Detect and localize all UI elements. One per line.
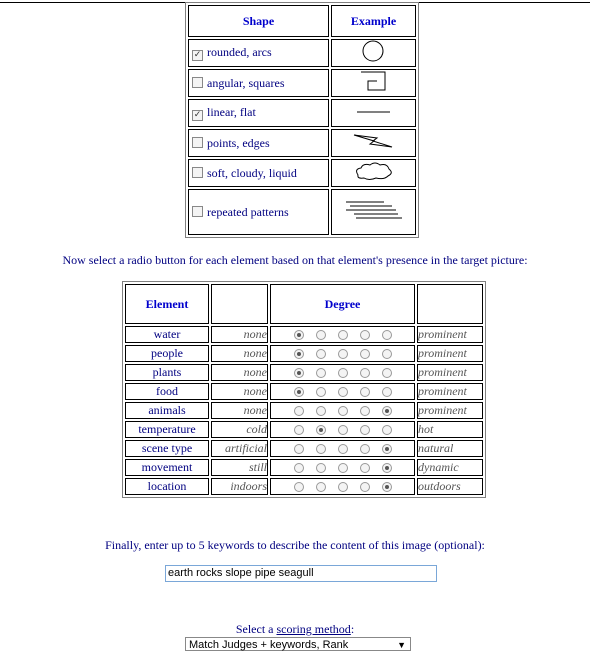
degree-radio-3[interactable] xyxy=(338,425,348,435)
radio-group xyxy=(270,459,415,476)
low-label: indoors xyxy=(211,478,268,495)
high-label: prominent xyxy=(417,364,483,381)
circle-icon xyxy=(331,39,416,67)
degree-radio-2[interactable] xyxy=(316,368,326,378)
element-label: movement xyxy=(125,459,209,476)
shape-label: linear, flat xyxy=(207,105,256,119)
degree-radio-1[interactable] xyxy=(294,444,304,454)
high-label: natural xyxy=(417,440,483,457)
degree-radio-5[interactable] xyxy=(382,425,392,435)
shape-option[interactable] xyxy=(188,99,329,127)
degree-radio-2[interactable] xyxy=(316,406,326,416)
shape-option[interactable] xyxy=(188,129,329,157)
shape-row xyxy=(188,189,416,235)
radio-group xyxy=(270,326,415,343)
element-label: animals xyxy=(125,402,209,419)
degree-row xyxy=(125,345,483,362)
shape-row xyxy=(188,69,416,97)
element-label: temperature xyxy=(125,421,209,438)
scoring-method-select[interactable] xyxy=(185,637,411,651)
low-label: cold xyxy=(211,421,268,438)
degree-row xyxy=(125,383,483,400)
low-label: none xyxy=(211,326,268,343)
degree-radio-3[interactable] xyxy=(338,406,348,416)
checkbox-points[interactable] xyxy=(192,137,203,148)
element-label: water xyxy=(125,326,209,343)
degree-radio-3[interactable] xyxy=(338,387,348,397)
shape-row xyxy=(188,129,416,157)
degree-radio-3[interactable] xyxy=(338,463,348,473)
shape-row xyxy=(188,159,416,187)
low-label: artificial xyxy=(211,440,268,457)
checkbox-linear[interactable]: ✓ xyxy=(193,110,202,120)
shape-label: angular, squares xyxy=(207,75,285,90)
shape-option[interactable] xyxy=(188,189,329,235)
degree-radio-5[interactable] xyxy=(382,482,392,492)
low-header xyxy=(211,284,268,324)
shape-header: Shape xyxy=(188,5,329,37)
radio-group xyxy=(270,402,415,419)
radio-group xyxy=(270,440,415,457)
degree-radio-5[interactable] xyxy=(382,368,392,378)
degree-radio-3[interactable] xyxy=(338,368,348,378)
degree-radio-5[interactable] xyxy=(382,463,392,473)
stripes-icon xyxy=(331,189,416,235)
checkbox-rounded[interactable]: ✓ xyxy=(193,50,202,60)
shape-label: rounded, arcs xyxy=(207,45,272,59)
high-label: prominent xyxy=(417,383,483,400)
checkbox-soft[interactable] xyxy=(192,167,203,178)
degree-radio-3[interactable] xyxy=(338,330,348,340)
degree-radio-2[interactable] xyxy=(316,349,326,359)
degree-row xyxy=(125,364,483,381)
checkbox-repeated[interactable] xyxy=(192,206,203,217)
keywords-input[interactable]: earth rocks slope pipe seagull xyxy=(165,565,437,582)
radio-group xyxy=(270,421,415,438)
radio-group xyxy=(270,383,415,400)
degree-radio-1[interactable] xyxy=(294,482,304,492)
square-icon xyxy=(331,69,416,97)
degree-radio-1[interactable] xyxy=(294,406,304,416)
degree-radio-2[interactable] xyxy=(316,444,326,454)
shape-label: repeated patterns xyxy=(207,204,289,219)
high-label: prominent xyxy=(417,326,483,343)
degree-radio-2[interactable] xyxy=(316,482,326,492)
degree-radio-5[interactable] xyxy=(382,330,392,340)
degree-radio-5[interactable] xyxy=(382,349,392,359)
scoring-label xyxy=(0,622,590,637)
degree-row xyxy=(125,440,483,457)
degree-instruction: Now select a radio button for each element based on that element's presence in the target picture: xyxy=(62,253,528,267)
shape-row xyxy=(188,39,416,67)
degree-radio-2[interactable] xyxy=(316,387,326,397)
scoring-suffix: : xyxy=(350,622,355,636)
low-label: still xyxy=(211,459,268,476)
element-label: location xyxy=(125,478,209,495)
low-label: none xyxy=(211,383,268,400)
degree-radio-5[interactable] xyxy=(382,444,392,454)
degree-row xyxy=(125,421,483,438)
dropdown-arrow-icon: ▼ xyxy=(397,640,406,650)
shape-option[interactable] xyxy=(188,69,329,97)
degree-radio-4[interactable] xyxy=(360,463,370,473)
degree-radio-4[interactable] xyxy=(360,444,370,454)
keywords-prompt: Finally, enter up to 5 keywords to describe the content of this image (optional): xyxy=(105,538,485,552)
radio-group xyxy=(270,478,415,495)
line-icon xyxy=(331,99,416,127)
high-label: hot xyxy=(417,421,483,438)
example-header: Example xyxy=(331,5,416,37)
degree-radio-5[interactable] xyxy=(382,387,392,397)
element-header: Element xyxy=(125,284,209,324)
high-header xyxy=(417,284,483,324)
low-label: none xyxy=(211,402,268,419)
degree-radio-1[interactable] xyxy=(294,330,304,340)
degree-radio-2[interactable] xyxy=(316,330,326,340)
degree-row xyxy=(125,478,483,495)
degree-radio-4[interactable] xyxy=(360,406,370,416)
scoring-prefix: Select a xyxy=(235,622,277,636)
degree-radio-4[interactable] xyxy=(360,330,370,340)
degree-radio-3[interactable] xyxy=(338,444,348,454)
degree-row xyxy=(125,402,483,419)
degree-header: Degree xyxy=(270,284,415,324)
degree-radio-1[interactable] xyxy=(294,368,304,378)
shape-option[interactable] xyxy=(188,159,329,187)
element-label: people xyxy=(125,345,209,362)
degree-radio-2[interactable] xyxy=(316,425,326,435)
high-label: outdoors xyxy=(417,478,483,495)
cloud-icon xyxy=(331,159,416,187)
degree-row xyxy=(125,459,483,476)
degree-radio-1[interactable] xyxy=(294,387,304,397)
degree-radio-4[interactable] xyxy=(360,387,370,397)
shape-row xyxy=(188,99,416,127)
high-label: prominent xyxy=(417,345,483,362)
degree-radio-4[interactable] xyxy=(360,368,370,378)
shape-label: soft, cloudy, liquid xyxy=(207,165,297,180)
degree-radio-1[interactable] xyxy=(294,463,304,473)
shape-option[interactable] xyxy=(188,39,329,67)
high-label: dynamic xyxy=(417,459,483,476)
degree-radio-4[interactable] xyxy=(360,482,370,492)
lightning-icon xyxy=(331,129,416,157)
scoring-method-link[interactable]: scoring method xyxy=(276,622,351,636)
degree-radio-2[interactable] xyxy=(316,463,326,473)
element-label: scene type xyxy=(125,440,209,457)
degree-radio-1[interactable] xyxy=(294,349,304,359)
degree-radio-3[interactable] xyxy=(338,482,348,492)
checkbox-angular[interactable] xyxy=(192,77,203,88)
degree-radio-1[interactable] xyxy=(294,425,304,435)
low-label: none xyxy=(211,345,268,362)
degree-radio-5[interactable] xyxy=(382,406,392,416)
element-label: plants xyxy=(125,364,209,381)
radio-group xyxy=(270,364,415,381)
degree-radio-4[interactable] xyxy=(360,425,370,435)
degree-radio-4[interactable] xyxy=(360,349,370,359)
scoring-selected-value: Match Judges + keywords, Rank xyxy=(189,639,349,651)
element-label: food xyxy=(125,383,209,400)
degree-row xyxy=(125,326,483,343)
shape-label: points, edges xyxy=(207,135,270,150)
high-label: prominent xyxy=(417,402,483,419)
shape-table xyxy=(185,2,419,238)
low-label: none xyxy=(211,364,268,381)
degree-radio-3[interactable] xyxy=(338,349,348,359)
degree-table xyxy=(122,281,486,498)
radio-group xyxy=(270,345,415,362)
